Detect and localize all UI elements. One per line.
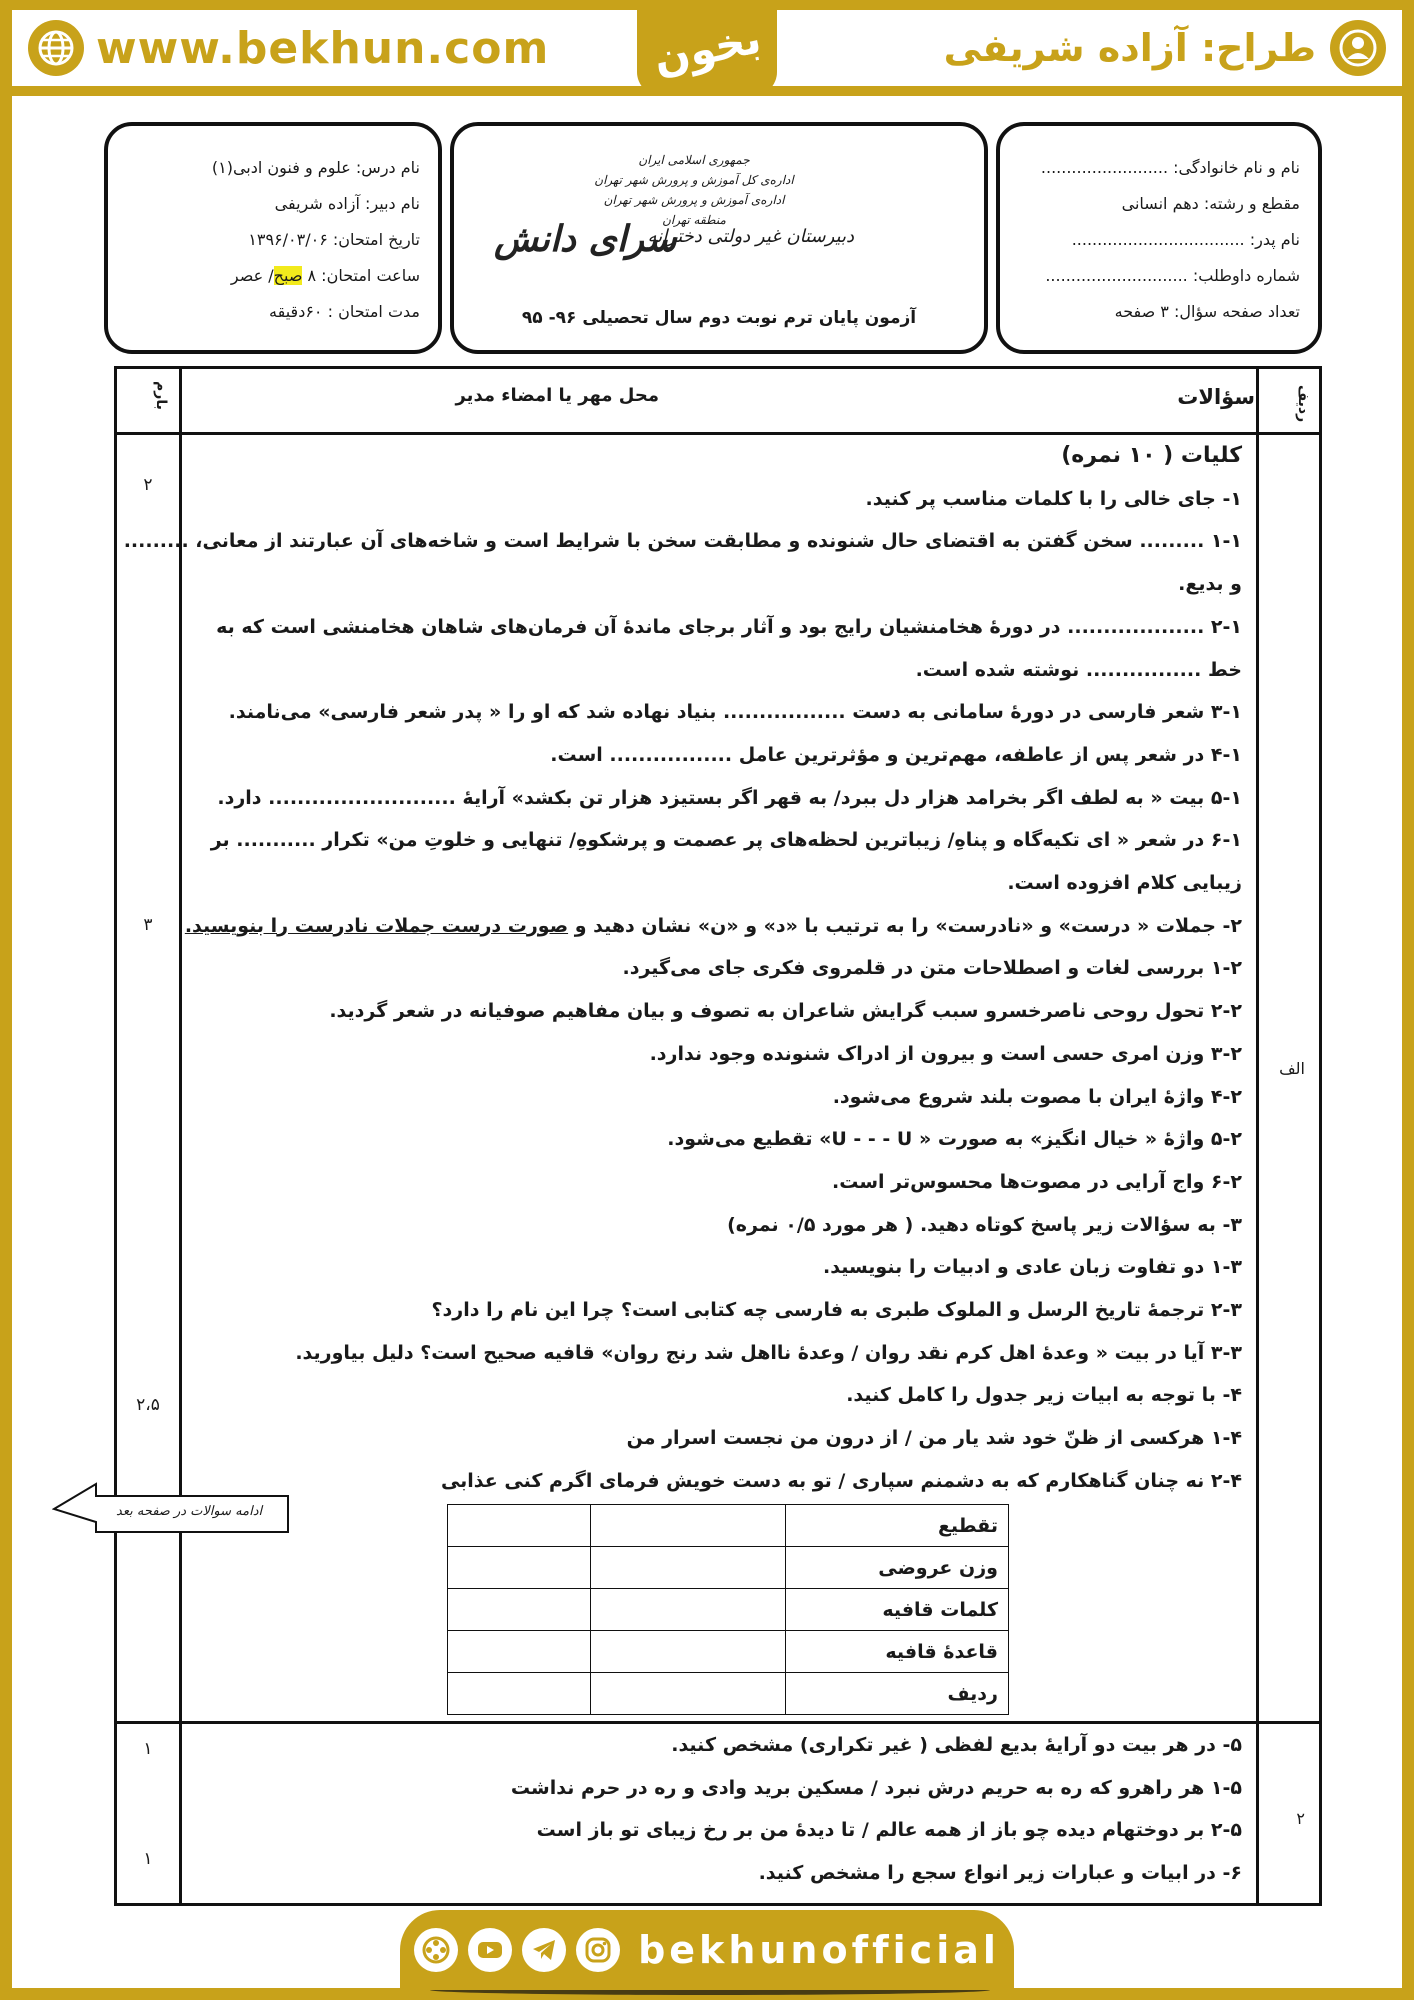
answer-cell[interactable]	[591, 1673, 786, 1715]
instagram-icon[interactable]	[576, 1928, 620, 1972]
student-name-field: نام و نام خانوادگی: .........................	[1040, 158, 1300, 177]
exam-date: تاریخ امتحان: ۱۳۹۶/۰۳/۰۶	[248, 230, 420, 249]
question-item: ۳-۱ شعر فارسی در دورهٔ سامانی به دست ................. بنیاد نهاده شد که او را « پدر شعر فارسی» می‌نامند.	[228, 701, 1242, 724]
school-name: دبیرستان غیر دولتی دخترانه	[647, 226, 854, 247]
section-title: کلیات ( ۱۰ نمره)	[1061, 443, 1242, 468]
question: ۵- در هر بیت دو آرایهٔ بدیع لفظی ( غیر تکراری) مشخص کنید.	[671, 1734, 1242, 1756]
telegram-icon[interactable]	[522, 1928, 566, 1972]
answer-cell[interactable]	[591, 1505, 786, 1547]
question-item: ۳-۳ آیا در بیت « وعدهٔ اهل کرم نقد روان / وعدهٔ نااهل شد رنج روان» قافیه صحیح است؟ دلیل بیاورید.	[295, 1341, 1242, 1364]
answer-cell[interactable]	[448, 1589, 591, 1631]
exam-time-morning: صبح	[273, 266, 303, 285]
social-handle[interactable]: bekhunofficial	[638, 1928, 1000, 1972]
answer-cell[interactable]	[448, 1631, 591, 1673]
social-bar	[400, 1910, 1014, 1990]
site-link[interactable]	[28, 18, 549, 78]
answer-cell[interactable]	[591, 1631, 786, 1673]
exam-title: آزمون پایان ترم نوبت دوم سال تحصیلی ۹۶- ۹۵	[521, 308, 917, 328]
question-item-cont: خط ................ نوشته شده است.	[915, 658, 1242, 681]
column-divider	[1256, 369, 1259, 1903]
question-table	[114, 366, 1322, 1906]
candidate-number-field: شماره داوطلب: ............................	[1045, 266, 1300, 285]
table-row-label: تقطیع	[786, 1505, 1009, 1547]
table-row-label: کلمات قافیه	[786, 1589, 1009, 1631]
score-header: بارم	[153, 381, 169, 410]
question: ۳- به سؤالات زیر پاسخ کوتاه دهید. ( هر مورد ۰/۵ نمره)	[727, 1213, 1242, 1236]
brand-logo-text: بخون	[648, 12, 766, 84]
score-q6: ۱	[143, 1849, 153, 1869]
question: ۶- در ابیات و عبارات زیر انواع سجع را مشخص کنید.	[758, 1862, 1242, 1885]
question-item: ۲-۱ ................... در دورهٔ هخامنشیان رایج بود و آثار برجای ماندهٔ آن فرمان‌های شاهان هخامنشی است که به	[216, 615, 1242, 638]
stamp-header: محل مهر یا امضاء مدیر	[455, 385, 659, 406]
question-item: ۲-۲ تحول روحی ناصرخسرو سبب گرایش شاعران به تصوف و بیان مفاهیم صوفیانه در شعر گردید.	[329, 1000, 1242, 1023]
student-info-box	[996, 122, 1322, 354]
question-item: ۲-۴ نه چنان گناهکارم که به دشمنم سپاری / تو به دست خویش فرمای اگرم کنی عذابی	[440, 1469, 1242, 1492]
course-info-box	[104, 122, 442, 354]
table-row	[448, 1505, 1009, 1547]
org-line: جمهوری اسلامی ایران	[638, 153, 750, 167]
question-item: ۶-۱ در شعر « ای تکیه‌گاه و پناهِ/ زیباترین لحظه‌های پر عصمت و پرشکوهِ/ تنهایی و خلوتِ من» تکرار ........... بر	[210, 829, 1242, 852]
table-row	[448, 1547, 1009, 1589]
score-q1: ۲	[143, 475, 153, 495]
grade-field: مقطع و رشته: دهم انسانی	[1121, 194, 1300, 213]
brand-logo	[637, 0, 777, 96]
question: ۱- جای خالی را با کلمات مناسب پر کنید.	[865, 487, 1242, 510]
score-q3-4: ۲،۵	[136, 1395, 160, 1415]
designer-label: طراح: آزاده شریفی	[943, 26, 1316, 70]
table-row-label: ردیف	[786, 1673, 1009, 1715]
question-item: ۱-۲ بررسی لغات و اصطلاحات متن در قلمروی فکری جای می‌گیرد.	[622, 957, 1242, 980]
father-name-field: نام پدر: ..................................	[1071, 230, 1300, 249]
exam-duration: مدت امتحان : ۶۰دقیقه	[269, 302, 420, 321]
school-box	[450, 122, 988, 354]
question-item: ۱-۵ هر راهرو که ره به حریم درش نبرد / مسکین برید وادی و ره در حرم نداشت	[510, 1776, 1242, 1799]
youtube-icon[interactable]	[468, 1928, 512, 1972]
globe-icon	[28, 20, 84, 76]
section-b-questions	[182, 1724, 1256, 1895]
question-item: ۱-۴ هرکسی از ظنّ خود شد یار من / از درون من نجست اسرار من	[626, 1427, 1242, 1450]
table-row-label: وزن عروضی	[786, 1547, 1009, 1589]
table-row-label: قاعدهٔ قافیه	[786, 1631, 1009, 1673]
question-item: ۴-۱ در شعر پس از عاطفه، مهم‌ترین و مؤثرترین عامل ................. است.	[550, 743, 1242, 766]
answer-cell[interactable]	[591, 1589, 786, 1631]
radif-header: ردیف	[1295, 385, 1311, 423]
exam-time	[118, 258, 420, 294]
page-count-field: تعداد صفحه سؤال: ۳ صفحه	[1114, 302, 1300, 321]
meter-table	[447, 1504, 1009, 1715]
right-frame	[1402, 96, 1414, 2000]
answer-cell[interactable]	[448, 1547, 591, 1589]
question-item: ۵-۱ بیت « به لطف اگر بخرامد هزار دل ببرد/ به قهر اگر بستیزد هزار تن بکشد» آرایهٔ .......................... دارد.	[217, 786, 1242, 809]
answer-cell[interactable]	[448, 1505, 591, 1547]
org-line: اداره‌ی آموزش و پرورش شهر تهران منطقه تهران	[603, 193, 785, 227]
exam-time-suffix: / عصر	[230, 266, 274, 285]
continue-note	[52, 1482, 292, 1536]
score-q2: ۳	[143, 915, 153, 935]
section-label-a: الف	[1279, 1059, 1305, 1078]
question-item: ۶-۲ واج آرایی در مصوت‌ها محسوس‌تر است.	[831, 1170, 1242, 1193]
table-row	[448, 1589, 1009, 1631]
table-row	[448, 1673, 1009, 1715]
question-item: ۳-۲ وزن امری حسی است و بیرون از ادراک شنونده وجود ندارد.	[649, 1042, 1242, 1065]
questions-header: سؤالات	[1177, 385, 1255, 409]
score-q5: ۱	[143, 1739, 153, 1759]
course-name: نام درس: علوم و فنون ادبی(۱)	[211, 158, 420, 177]
question-item: ۴-۲ واژهٔ ایران با مصوت بلند شروع می‌شود.	[832, 1085, 1242, 1108]
user-icon	[1330, 20, 1386, 76]
question: ۴- با توجه به ابیات زیر جدول را کامل کنید.	[846, 1384, 1242, 1407]
school-signature: سرای دانش	[494, 218, 677, 260]
question-underlined-text: صورت درست جملات نادرست را بنویسید.	[184, 914, 569, 937]
site-url[interactable]: www.bekhun.com	[96, 22, 550, 74]
question-item: ۲-۵ بر دوختهام دیده چو باز از همه عالم / تا دیدهٔ من بر رخ زیبای تو باز است	[536, 1819, 1242, 1842]
film-icon[interactable]	[414, 1928, 458, 1972]
question-item: ۱-۳ دو تفاوت زبان عادی و ادبیات را بنویسید.	[823, 1256, 1242, 1279]
table-row	[448, 1631, 1009, 1673]
question-item-cont: زیبایی کلام افزوده است.	[1007, 872, 1242, 895]
org-line: اداره‌ی کل آموزش و پرورش شهر تهران	[594, 173, 794, 187]
question-text: ۲- جملات « درست» و «نادرست» را به ترتیب با «د» و «ن» نشان دهید و	[568, 914, 1242, 937]
answer-cell[interactable]	[591, 1547, 786, 1589]
question	[184, 905, 1242, 948]
question-item: ۱-۱ ......... سخن گفتن به اقتضای حال شنونده و مطابقت سخن با شرایط است و شاخه‌های آن عبارتند از معانی، .........	[123, 530, 1242, 553]
section-label-b: ۲	[1296, 1809, 1305, 1828]
teacher-name: نام دبیر: آزاده شریفی	[274, 194, 420, 213]
question-item: ۵-۲ واژهٔ « خیال انگیز» به صورت « U - - - U» تقطیع می‌شود.	[667, 1128, 1242, 1151]
continue-note-text: ادامه سوالات در صفحه بعد	[116, 1504, 263, 1519]
answer-cell[interactable]	[448, 1673, 591, 1715]
question-item: ۲-۳ ترجمهٔ تاریخ الرسل و الملوک طبری به فارسی چه کتابی است؟ چرا این نام را دارد؟	[431, 1299, 1242, 1322]
left-frame	[0, 96, 12, 2000]
designer-credit	[944, 18, 1386, 78]
question-item-cont: و بدیع.	[1178, 573, 1242, 596]
exam-time-prefix: ساعت امتحان: ۸	[302, 266, 420, 285]
